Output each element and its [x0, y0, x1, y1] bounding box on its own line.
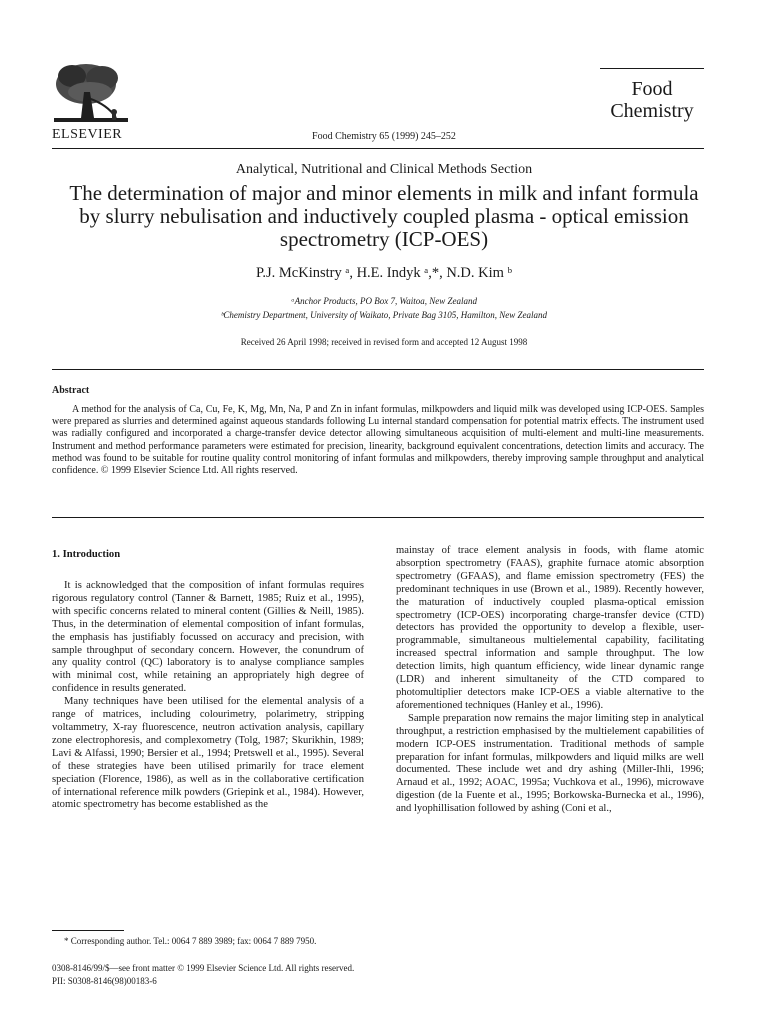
paragraph: It is acknowledged that the composition of infant formulas requires rigorous regulatory control (Tanner & Barnett, 1985; Ruiz et al., 1995), with specific concerns related to mineral content (Gillies & Neill, 1985). Thus, in the determination of elemental composition of infant formulas, the emphasis has justifiably focussed on accuracy and precision, with sample throughput of secondary concern. However, the conundrum of any quality control (QC) laboratory is to analyse compliance samples with minimal cost, while retaining an appropriately high degree of confidence in results generated. — [52, 580, 364, 695]
received-dates: Received 26 April 1998; received in revised form and accepted 12 August 1998 — [240, 337, 528, 347]
affiliation-b: ᵇChemistry Department, University of Waikato, Private Bag 3105, Hamilton, New Zealand — [220, 310, 548, 320]
section-name: Analytical, Nutritional and Clinical Methods Section — [235, 162, 533, 177]
introduction-heading: 1. Introduction — [52, 549, 121, 560]
elsevier-tree-logo — [50, 62, 132, 126]
abstract-heading: Abstract — [52, 385, 90, 396]
header-divider — [52, 148, 704, 149]
publisher-name: ELSEVIER — [52, 127, 123, 142]
pii-line: PII: S0308-8146(98)00183-6 — [52, 976, 157, 986]
issn-line: 0308-8146/99/$—see front matter © 1999 Elsevier Science Ltd. All rights reserved. — [52, 963, 355, 973]
journal-title — [600, 78, 704, 122]
abstract-text: A method for the analysis of Ca, Cu, Fe, K, Mg, Mn, Na, P and Zn in infant formulas, milkpowders and liquid milk was developed using ICP-OES. Samples were prepared as slurries and determined against aqueous standards following Lu internal standard compensation for potential matrix effects. The instrument used was radially configured and incorporated a charge-transfer device detector allowing simultaneous acquisition of multi-element and multi-line measurements. Instrument and method performance parameters were estimated for precision, linearity, background equivalent concentrations, detection limits and accuracy. The method was found to be suitable for routine quality control monitoring of infant formulas and milkpowders, thereby improving sample throughput and analytical confidence. © 1999 Elsevier Science Ltd. All rights reserved. — [52, 404, 704, 477]
author-list: P.J. McKinstry ᵃ, H.E. Indyk ᵃ,*, N.D. Kim ᵇ — [255, 265, 513, 281]
paragraph: Many techniques have been utilised for the elemental analysis of a range of matrices, including colourimetry, polarimetry, stripping voltammetry, X-ray fluorescence, neutron activation analysis, capillary zone electrophoresis, and complexometry (Tolg, 1987; Skurikhin, 1989; Lavi & Alfassi, 1990; Bersier et al., 1994; Pretswell et al., 1995). Several of these strategies have been utilised primarily for trace element speciation (Florence, 1986), as well as in the collaborative certification of international reference milk powders (Griepink et al., 1984). However, atomic spectrometry has become established as the — [52, 696, 364, 811]
corresponding-author-footnote: * Corresponding author. Tel.: 0064 7 889 3989; fax: 0064 7 889 7950. — [64, 936, 317, 946]
journal-citation: Food Chemistry 65 (1999) 245–252 — [312, 131, 456, 142]
paragraph: Sample preparation now remains the major limiting step in analytical throughput, a restriction emphasised by the multielement capabilities of modern ICP-OES instrumentation. Traditional methods of sample preparation for infant formulas, milkpowders and liquid milks are well documented. These include wet and dry ashing (Miller-Ihli, 1996; Arnaud et al., 1992; AOAC, 1995a; Vuchkova et al., 1996), microwave digestion (de la Fuente et al., 1995; Borkowska-Burnecka et al., 1996), and lyophillisation followed by ashing (Coni et al., — [396, 712, 704, 815]
journal-title-rule — [600, 68, 704, 69]
journal-title-line1: Food — [631, 78, 673, 100]
journal-title-line2: Chemistry — [610, 100, 694, 122]
abstract-top-divider — [52, 369, 704, 370]
article-title: The determination of major and minor elements in milk and infant formula by slurry nebulisation and inductively coupled plasma - optical emission spectrometry (ICP-OES) — [69, 181, 699, 251]
footnote-divider — [52, 930, 124, 931]
paragraph: mainstay of trace element analysis in foods, with flame atomic absorption spectrometry (FAAS), graphite furnace atomic absorption spectrometry (GFAAS), and flame emission spectrometry (FES) the predominant techniques in use (Brown et al., 1989). Recently however, the maturation of inductively coupled plasma-optical emission spectrometry (ICP-OES) incorporating charge-transfer device (CTD) detectors has provided the opportunity to develop a flexible, user-programmable, simultaneous multielemental capability, facilitating increased spectral information and sample throughput. The low detection limits, high quantum efficiency, wide linear dynamic range (LDR) and inherent simultaneity of the CTD compared to photomultiplier detectors make ICP-OES a viable alternative to the aforementioned techniques (Hanley et al., 1996). — [396, 545, 704, 711]
affiliation-a: ᵃAnchor Products, PO Box 7, Waitoa, New Zealand — [291, 296, 477, 306]
abstract-bottom-divider — [52, 517, 704, 518]
right-column — [396, 545, 704, 816]
left-column — [52, 580, 364, 812]
